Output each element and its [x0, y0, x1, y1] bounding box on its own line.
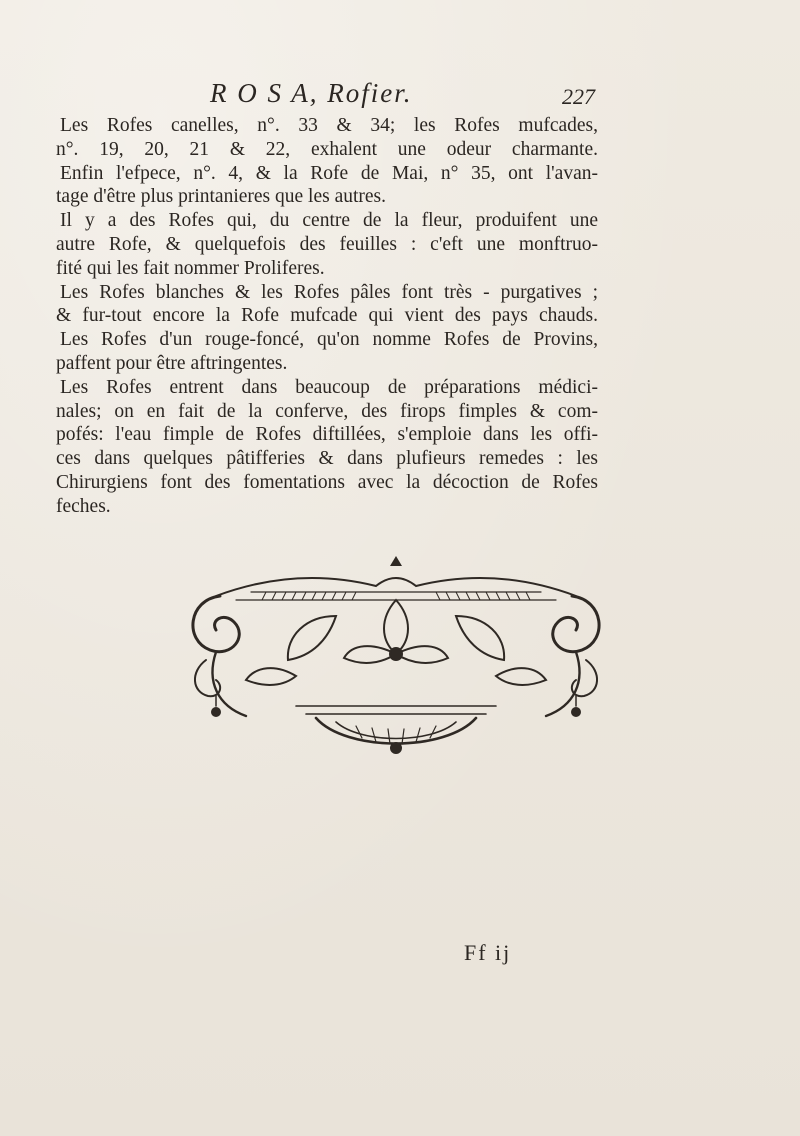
text-line: nales; on en fait de la conferve, des firops fimples & com-: [56, 400, 598, 422]
text-line: ces dans quelques pâtifferies & dans plufieurs remedes : les: [56, 448, 598, 470]
text-line: pofés: l'eau fimple de Rofes diftillées, s'emploie dans les offi-: [56, 424, 598, 446]
page-number: 227: [562, 84, 595, 109]
text-line: Enfin l'efpece, n°. 4, & la Rofe de Mai, n° 35, ont l'avan-: [60, 162, 598, 184]
text-line: autre Rofe, & quelquefois des feuilles : c'eft une monftruo-: [56, 233, 598, 255]
running-title: R O S A, Rofier.: [210, 78, 413, 108]
text-line: paffent pour être aftringentes.: [56, 352, 288, 374]
text-line: fité qui les fait nommer Proliferes.: [56, 257, 325, 279]
text-line: Les Rofes blanches & les Rofes pâles font très - purgatives ;: [60, 281, 598, 303]
page-header: [0, 78, 800, 118]
body-text: [56, 114, 598, 519]
signature-mark: Ff ij: [464, 940, 512, 965]
text-line: Les Rofes canelles, n°. 33 & 34; les Rofes mufcades,: [60, 115, 598, 136]
text-line: tage d'être plus printanieres que les autres.: [56, 186, 387, 208]
text-line: & fur-tout encore la Rofe mufcade qui vient des pays chauds.: [56, 305, 598, 327]
text-line: Les Rofes d'un rouge-foncé, qu'on nomme Rofes de Provins,: [60, 329, 598, 351]
text-line: Il y a des Rofes qui, du centre de la fleur, produifent une: [60, 210, 598, 232]
floral-ornament-icon: [176, 556, 616, 756]
text-line: Les Rofes entrent dans beaucoup de préparations médici-: [60, 376, 598, 398]
text-line: n°. 19, 20, 21 & 22, exhalent une odeur charmante.: [56, 138, 598, 160]
text-line: Chirurgiens font des fomentations avec la décoction de Rofes: [56, 471, 598, 493]
text-line: feches.: [56, 495, 111, 517]
